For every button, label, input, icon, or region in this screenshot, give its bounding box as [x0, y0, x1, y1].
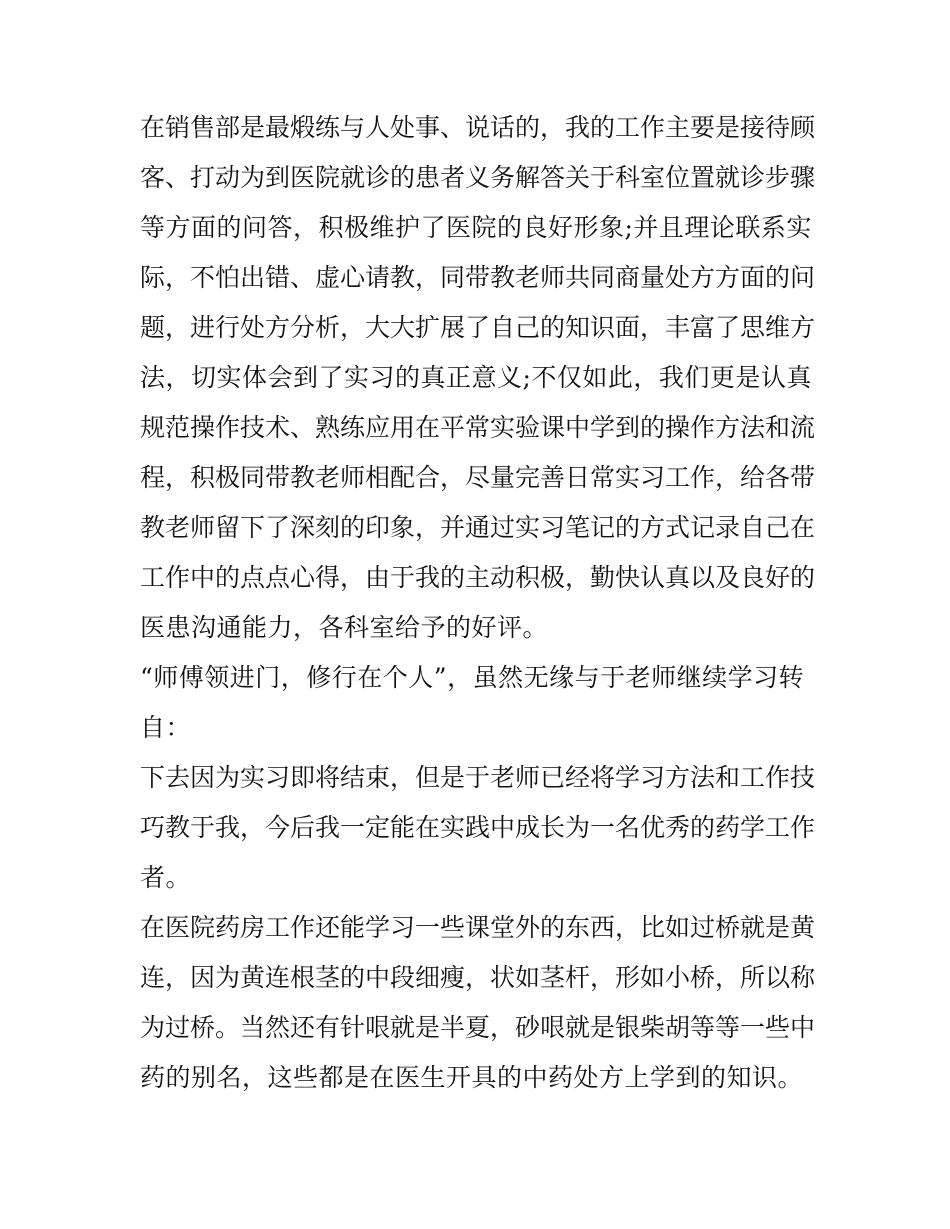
text-line: “师傅领进门，修行在个人”，虽然无缘与于老师继续学习转: [140, 663, 805, 692]
text-line: 程，积极同带教老师相配合，尽量完善日常实习工作，给各带: [140, 463, 816, 492]
text-line: 规范操作技术、熟练应用在平常实验课中学到的操作方法和流: [140, 413, 816, 442]
text-line: 在医院药房工作还能学习一些课堂外的东西，比如过桥就是黄: [140, 913, 816, 942]
text-line: 连，因为黄连根茎的中段细瘦，状如茎杆，形如小桥，所以称: [140, 963, 816, 992]
text-line: 医患沟通能力，各科室给予的好评。: [140, 613, 549, 642]
text-line: 工作中的点点心得，由于我的主动积极，勤快认真以及良好的: [140, 563, 816, 592]
text-line: 等方面的问答，积极维护了医院的良好形象;并且理论联系实: [140, 213, 812, 242]
text-line: 巧教于我，今后我一定能在实践中成长为一名优秀的药学工作: [140, 813, 816, 842]
text-line: 客、打动为到医院就诊的患者义务解答关于科室位置就诊步骤: [140, 163, 816, 192]
text-line: 法，切实体会到了实习的真正意义;不仅如此，我们更是认真: [140, 363, 812, 392]
text-line: 者。: [140, 863, 192, 892]
text-line: 自：: [140, 713, 192, 742]
text-line: 下去因为实习即将结束，但是于老师已经将学习方法和工作技: [140, 763, 816, 792]
text-line: 为过桥。当然还有针哏就是半夏，砂哏就是银柴胡等等一些中: [140, 1013, 816, 1042]
text-line: 际，不怕出错、虚心请教，同带教老师共同商量处方方面的问: [140, 263, 816, 292]
text-line: 药的别名，这些都是在医生开具的中药处方上学到的知识。: [140, 1063, 804, 1092]
text-line: 在销售部是最煅练与人处事、说话的，我的工作主要是接待顾: [140, 113, 816, 142]
text-line: 教老师留下了深刻的印象，并通过实习笔记的方式记录自己在: [140, 513, 816, 542]
text-line: 题，进行处方分析，大大扩展了自己的知识面，丰富了思维方: [140, 313, 816, 342]
